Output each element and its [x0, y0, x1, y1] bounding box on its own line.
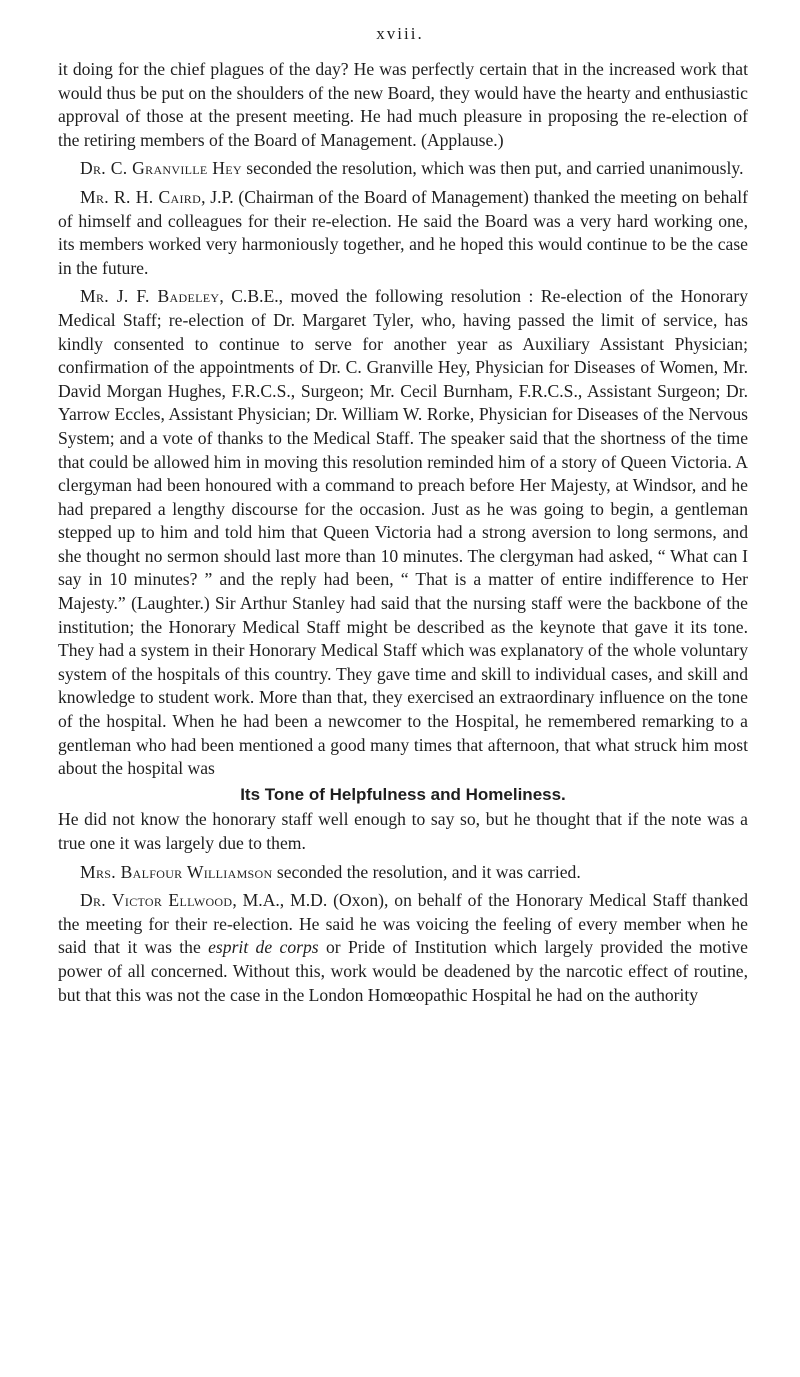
speaker-name: Mr. R. H. Caird: [80, 186, 202, 207]
paragraph-3: [58, 186, 748, 280]
paragraph-4: [58, 285, 748, 780]
speaker-name: Mrs. Balfour Williamson: [80, 861, 273, 882]
paragraph-7: [58, 889, 748, 1007]
paragraph-1: it doing for the chief plagues of the day? He was perfectly certain that in the increased work that would thus be put on the shoulders of the new Board, they would have the hearty and enthusiastic approval of those at the present meeting. He had much pleasure in proposing the re-election of the retiring members of the Board of Management. (Applause.): [58, 59, 748, 150]
speaker-name: Dr. C. Granville Hey: [80, 158, 242, 179]
speaker-name: Mr. J. F. Badeley: [80, 286, 220, 307]
page-number: xviii.: [376, 24, 424, 43]
paragraph-text: or Pride of Institution which largely provided the motive power of all concerned. Without this, work would be deadened by the narcotic effect of routine, but that this was not the case in the London Homœopathic Hospital he had on the authority: [58, 937, 748, 1005]
paragraph-text: seconded the resolution, and it was carried.: [272, 861, 581, 882]
document-body: [58, 58, 748, 1007]
paragraph-text: , C.B.E., moved the following resolution : Re-election of the Honorary Medical Staff; re-election of Dr. Margaret Tyler, who, having passed the limit of service, has kindly consented to continue to serve for another year as Auxiliary Assistant Physician; confirmation of the appointments of Dr. C. Granville Hey, Physician for Diseases of Women, Mr. David Morgan Hughes, F.R.C.S., Surgeon; Mr. Cecil Burnham, F.R.C.S., Assistant Surgeon; Dr. Yarrow Eccles, Assistant Physician; Dr. William W. Rorke, Physician for Diseases of the Nervous System; and a vote of thanks to the Medical Staff. The speaker said that the shortness of the time that could be allowed him in moving this resolution reminded him of a story of Queen Victoria. A clergyman had been honoured with a command to preach before Her Majesty, at Windsor, and he had prepared a lengthy discourse for the occasion. Just as he was going to begin, a gentleman stepped up to him and told him that Queen Victoria had a strong aversion to long sermons, and she thought no sermon should last more than 10 minutes. The clergyman had asked, “ What can I say in 10 minutes? ” and the reply had been, “ That is a matter of entire indifference to Her Majesty.” (Laughter.) Sir Arthur Stanley had said that the nursing staff were the backbone of the institution; the Honorary Medical Staff might be described as the keynote that gave it its tone. They had a system in their Honorary Medical Staff which was explanatory of the whole voluntary system of the hospitals of this country. They gave time and skill to individual cases, and skill and knowledge to student work. More than that, they exercised an extraordinary influence on the tone of the hospital. When he had been a newcomer to the Hospital, he remembered remarking to a gentleman who had been mentioned a good many times that afternoon, that what struck him most about the hospital was: [58, 286, 748, 779]
paragraph-6: [58, 861, 748, 885]
section-subheading: Its Tone of Helpfulness and Homeliness.: [240, 784, 566, 804]
italic-phrase: esprit de corps: [208, 937, 319, 958]
paragraph-text: seconded the resolution, which was then put, and carried unanimously.: [241, 158, 744, 179]
paragraph-text: , M.A., M.D. (Oxon), on behalf of the Honorary Medical Staff thanked the meeting for their re-election. He said he was voicing the feeling of every member when he said that it was the: [58, 890, 748, 958]
speaker-name: Dr. Victor Ellwood: [80, 890, 233, 911]
paragraph-text: , J.P. (Chairman of the Board of Management) thanked the meeting on behalf of himself and colleagues for their re-election. He said the Board was a very hard working one, its members worked very harmoniously together, and he hoped this would continue to be the case in the future.: [58, 186, 749, 278]
paragraph-2: [58, 157, 748, 181]
paragraph-5: He did not know the honorary staff well enough to say so, but he thought that if the note was a true one it was largely due to them.: [58, 809, 748, 853]
